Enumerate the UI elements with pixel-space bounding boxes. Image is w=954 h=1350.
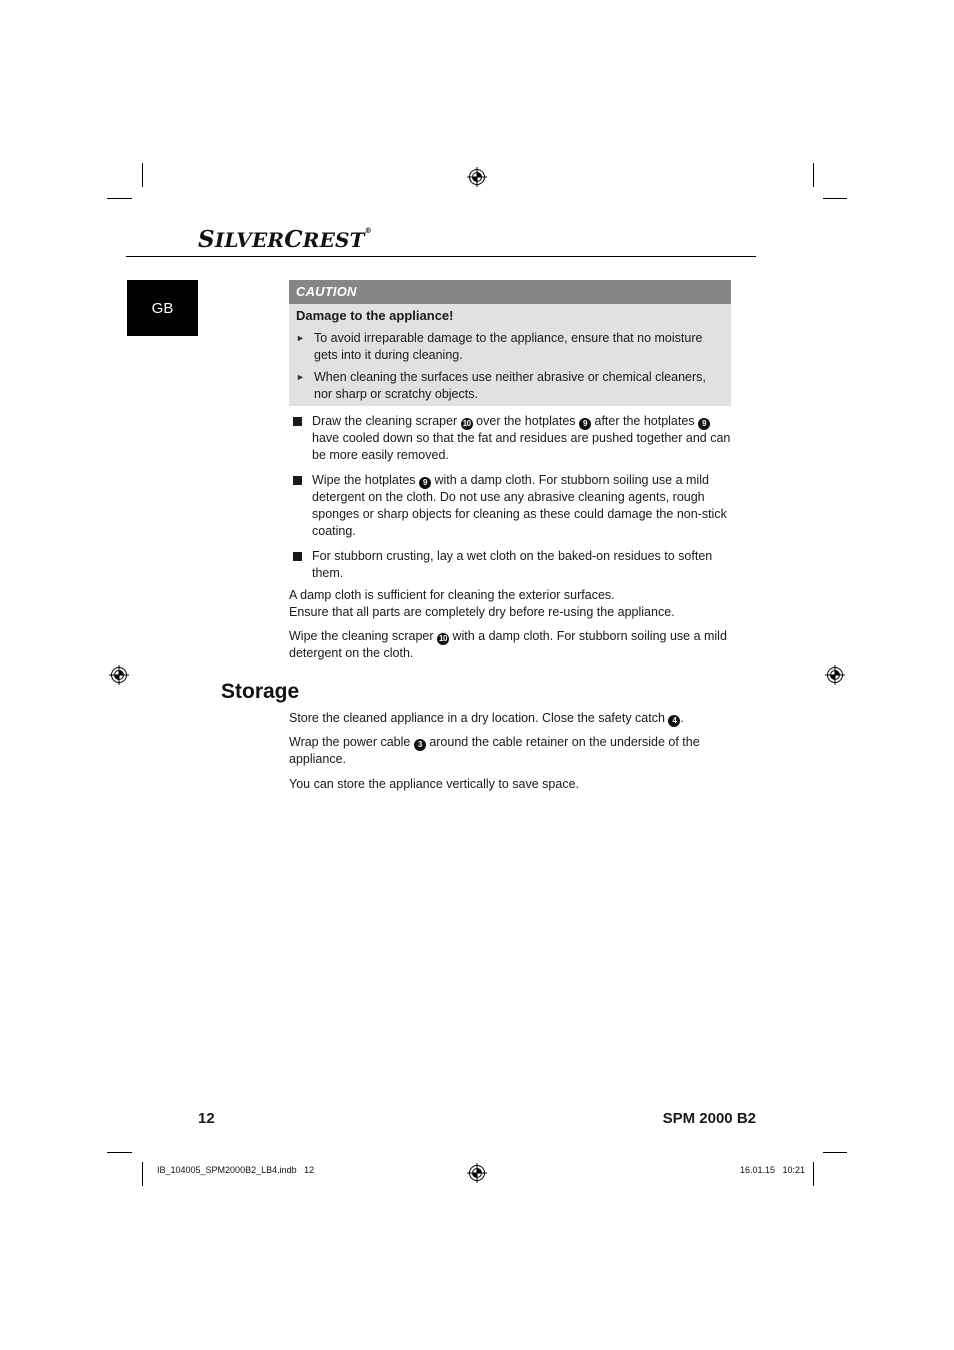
crop-mark	[823, 198, 847, 199]
print-slug-file: IB_104005_SPM2000B2_LB4.indb 12	[157, 1165, 315, 1175]
model-number: SPM 2000 B2	[662, 1110, 756, 1127]
registration-mark-icon	[825, 665, 845, 685]
list-item	[289, 548, 731, 582]
language-tab: GB	[127, 280, 198, 336]
caution-heading: CAUTION	[289, 280, 731, 304]
paragraph: You can store the appliance vertically to save space.	[289, 777, 579, 791]
registration-mark-icon	[109, 665, 129, 685]
paragraph: Wrap the power cable 3 around the cable retainer on the underside of the appliance.	[289, 735, 700, 766]
caution-item	[296, 369, 724, 403]
brand-letter: C	[284, 226, 303, 253]
caution-subheading: Damage to the appliance!	[296, 308, 454, 323]
part-number-badge: 9	[698, 418, 710, 430]
arrow-right-icon: ►	[296, 333, 305, 343]
part-number-badge: 9	[579, 418, 591, 430]
paragraph: Store the cleaned appliance in a dry location. Close the safety catch 4 .	[289, 711, 684, 725]
crop-mark	[813, 163, 814, 187]
section-title: Storage	[221, 680, 300, 703]
part-number-badge: 9	[419, 477, 431, 489]
list-item-text: For stubborn crusting, lay a wet cloth on the baked-on residues to soften them.	[312, 549, 713, 580]
brand-letter: S	[198, 226, 215, 253]
crop-mark	[813, 1162, 814, 1186]
crop-mark	[107, 198, 132, 199]
list-item-text: Wipe the hotplates 9 with a damp cloth. For stubborn soiling use a mild detergent on the cloth. Do not use any abrasive cleaning agents, rough sponges or sharp objects for cleaning as these could damage the non-stick coating.	[312, 473, 727, 538]
part-number-badge: 10	[461, 418, 473, 430]
paragraph-line: A damp cloth is sufficient for cleaning the exterior surfaces.	[289, 588, 615, 602]
part-number-badge: 4	[668, 715, 680, 727]
crop-mark	[823, 1152, 847, 1153]
crop-mark	[142, 163, 143, 187]
caution-item-text: To avoid irreparable damage to the appliance, ensure that no moisture gets into it during cleaning.	[314, 331, 703, 362]
registered-mark: ®	[364, 226, 372, 235]
square-bullet-icon	[293, 417, 302, 426]
paragraph-line: Ensure that all parts are completely dry before re-using the appliance.	[289, 605, 675, 619]
square-bullet-icon	[293, 552, 302, 561]
page-number: 12	[198, 1110, 215, 1127]
crop-mark	[107, 1152, 132, 1153]
crop-mark	[142, 1162, 143, 1186]
part-number-badge: 3	[414, 739, 426, 751]
brand-logo	[198, 226, 372, 253]
caution-item	[296, 330, 724, 364]
print-slug-date: 16.01.15 10:21	[739, 1165, 805, 1175]
square-bullet-icon	[293, 476, 302, 485]
list-item	[289, 413, 731, 464]
registration-mark-icon	[467, 167, 487, 187]
list-item	[289, 472, 731, 540]
paragraph	[289, 587, 734, 621]
caution-box	[289, 280, 731, 406]
registration-mark-icon	[467, 1163, 487, 1183]
part-number-badge: 10	[437, 633, 449, 645]
caution-item-text: When cleaning the surfaces use neither abrasive or chemical cleaners, nor sharp or scratchy objects.	[314, 370, 706, 401]
brand-text: ILVER	[214, 228, 285, 252]
paragraph: Wipe the cleaning scraper 10 with a damp cloth. For stubborn soiling use a mild detergent on the cloth.	[289, 629, 727, 660]
arrow-right-icon: ►	[296, 372, 305, 382]
list-item-text: Draw the cleaning scraper 10 over the hotplates 9 after the hotplates 9 have cooled down so that the fat and residues are pushed together and can be more easily removed.	[312, 414, 731, 462]
brand-text: REST	[302, 228, 365, 252]
header-rule	[126, 256, 756, 257]
